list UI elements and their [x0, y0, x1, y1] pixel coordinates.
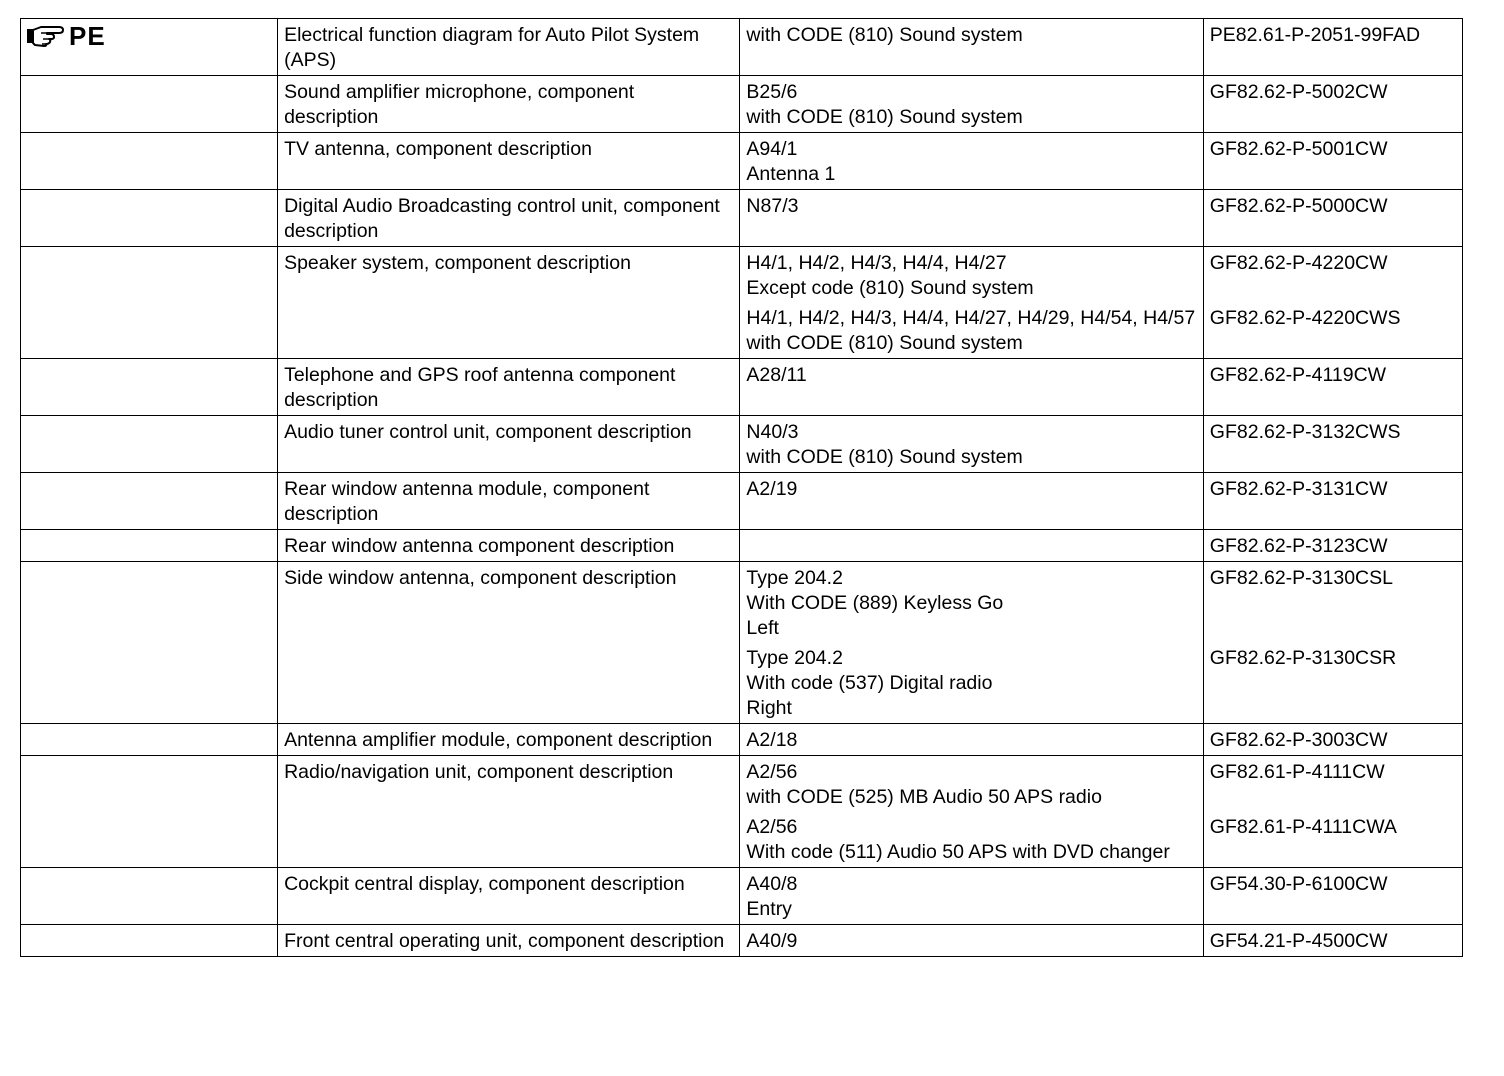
condition-cell	[740, 133, 1203, 190]
document-ref-link[interactable]: GF82.62-P-4220CWS	[1209, 307, 1401, 329]
condition-cell	[740, 925, 1203, 957]
table-row	[21, 416, 1463, 473]
document-ref-link[interactable]: GF82.62-P-3123CW	[1209, 535, 1388, 557]
description-cell: Electrical function diagram for Auto Pilot System (APS)	[278, 19, 740, 76]
condition-cell	[740, 562, 1203, 724]
table-body	[21, 19, 1463, 957]
pe-label: PE	[69, 21, 106, 51]
document-ref-cell	[1203, 416, 1462, 473]
condition-text: with CODE (810) Sound system	[746, 24, 1023, 46]
marker-cell	[21, 724, 278, 756]
description-cell: Sound amplifier microphone, component description	[278, 76, 740, 133]
document-ref-cell	[1203, 530, 1462, 562]
document-ref-link[interactable]: GF82.62-P-3132CWS	[1209, 421, 1401, 443]
condition-text: N40/3 with CODE (810) Sound system	[746, 421, 1023, 468]
document-ref-link[interactable]: GF82.62-P-3131CW	[1209, 478, 1388, 500]
document-ref-link[interactable]: GF82.62-P-5001CW	[1209, 138, 1388, 160]
document-ref-link[interactable]: GF82.62-P-5000CW	[1209, 195, 1388, 217]
condition-text: A40/8 Entry	[746, 873, 798, 920]
marker-cell	[21, 416, 278, 473]
table-row	[21, 247, 1463, 359]
table-row	[21, 190, 1463, 247]
condition-text: A2/56 With code (511) Audio 50 APS with DVD changer	[746, 816, 1170, 863]
document-ref-cell	[1203, 724, 1462, 756]
marker-cell	[21, 247, 278, 359]
document-ref-link[interactable]: GF82.62-P-3130CSL	[1209, 567, 1393, 589]
condition-text: A28/11	[746, 364, 807, 386]
document-ref-link[interactable]: GF82.62-P-5002CW	[1209, 81, 1388, 103]
condition-cell	[740, 868, 1203, 925]
document-ref-link[interactable]: GF82.61-P-4111CW	[1209, 761, 1385, 783]
description-cell: Audio tuner control unit, component description	[278, 416, 740, 473]
marker-cell	[21, 359, 278, 416]
description-cell: Side window antenna, component description	[278, 562, 740, 724]
condition-cell	[740, 359, 1203, 416]
condition-cell	[740, 416, 1203, 473]
marker-cell	[21, 530, 278, 562]
table-row	[21, 133, 1463, 190]
table-row	[21, 473, 1463, 530]
marker-cell	[21, 76, 278, 133]
marker-cell	[21, 133, 278, 190]
document-ref-cell	[1203, 756, 1462, 868]
document-ref-cell	[1203, 76, 1462, 133]
condition-text: A40/9	[746, 930, 798, 952]
document-ref-link[interactable]: GF54.21-P-4500CW	[1209, 930, 1388, 952]
document-ref-cell	[1203, 247, 1462, 359]
table-row	[21, 925, 1463, 957]
condition-text: N87/3	[746, 195, 799, 217]
marker-cell	[21, 562, 278, 724]
document-ref-cell	[1203, 19, 1462, 76]
pe-marker	[25, 21, 273, 51]
document-ref-link[interactable]: GF54.30-P-6100CW	[1209, 873, 1388, 895]
table-row	[21, 724, 1463, 756]
condition-text: Type 204.2 With code (537) Digital radio Right	[746, 647, 993, 719]
description-cell: Antenna amplifier module, component description	[278, 724, 740, 756]
condition-text: H4/1, H4/2, H4/3, H4/4, H4/27 Except code (810) Sound system	[746, 252, 1034, 299]
description-cell: Telephone and GPS roof antenna component description	[278, 359, 740, 416]
document-ref-cell	[1203, 190, 1462, 247]
document-ref-cell	[1203, 562, 1462, 724]
document-ref-cell	[1203, 868, 1462, 925]
condition-text: Type 204.2 With CODE (889) Keyless Go Left	[746, 567, 1004, 639]
marker-cell	[21, 925, 278, 957]
condition-cell	[740, 247, 1203, 359]
condition-cell	[740, 724, 1203, 756]
condition-cell	[740, 473, 1203, 530]
marker-cell	[21, 190, 278, 247]
description-cell: Radio/navigation unit, component description	[278, 756, 740, 868]
marker-cell	[21, 868, 278, 925]
table-row	[21, 19, 1463, 76]
marker-cell	[21, 19, 278, 76]
marker-cell	[21, 473, 278, 530]
condition-text: B25/6 with CODE (810) Sound system	[746, 81, 1023, 128]
description-cell: Speaker system, component description	[278, 247, 740, 359]
condition-text: A2/18	[746, 729, 798, 751]
marker-cell	[21, 756, 278, 868]
document-ref-link[interactable]: GF82.62-P-4119CW	[1209, 364, 1387, 386]
document-ref-cell	[1203, 133, 1462, 190]
description-cell: Cockpit central display, component description	[278, 868, 740, 925]
description-cell: Rear window antenna component description	[278, 530, 740, 562]
condition-text: H4/1, H4/2, H4/3, H4/4, H4/27, H4/29, H4/54, H4/57 with CODE (810) Sound system	[746, 307, 1196, 354]
reference-table	[20, 18, 1463, 957]
table-row	[21, 359, 1463, 416]
condition-text: A94/1 Antenna 1	[746, 138, 836, 185]
table-row	[21, 756, 1463, 868]
condition-cell	[740, 19, 1203, 76]
description-cell: TV antenna, component description	[278, 133, 740, 190]
condition-text: A2/19	[746, 478, 798, 500]
description-cell: Rear window antenna module, component description	[278, 473, 740, 530]
table-row	[21, 530, 1463, 562]
pointing-hand-icon	[25, 23, 65, 49]
document-ref-link[interactable]: GF82.62-P-3003CW	[1209, 729, 1388, 751]
description-cell: Front central operating unit, component description	[278, 925, 740, 957]
table-row	[21, 562, 1463, 724]
document-ref-cell	[1203, 359, 1462, 416]
condition-cell	[740, 530, 1203, 562]
document-ref-link[interactable]: GF82.62-P-3130CSR	[1209, 647, 1397, 669]
document-ref-link[interactable]: PE82.61-P-2051-99FAD	[1209, 24, 1421, 46]
condition-text: A2/56 with CODE (525) MB Audio 50 APS radio	[746, 761, 1102, 808]
condition-cell	[740, 190, 1203, 247]
document-ref-link[interactable]: GF82.61-P-4111CWA	[1209, 816, 1397, 838]
document-ref-link[interactable]: GF82.62-P-4220CW	[1209, 252, 1388, 274]
document-ref-cell	[1203, 925, 1462, 957]
table-row	[21, 76, 1463, 133]
condition-cell	[740, 756, 1203, 868]
table-row	[21, 868, 1463, 925]
document-ref-cell	[1203, 473, 1462, 530]
condition-cell	[740, 76, 1203, 133]
description-cell: Digital Audio Broadcasting control unit, component description	[278, 190, 740, 247]
